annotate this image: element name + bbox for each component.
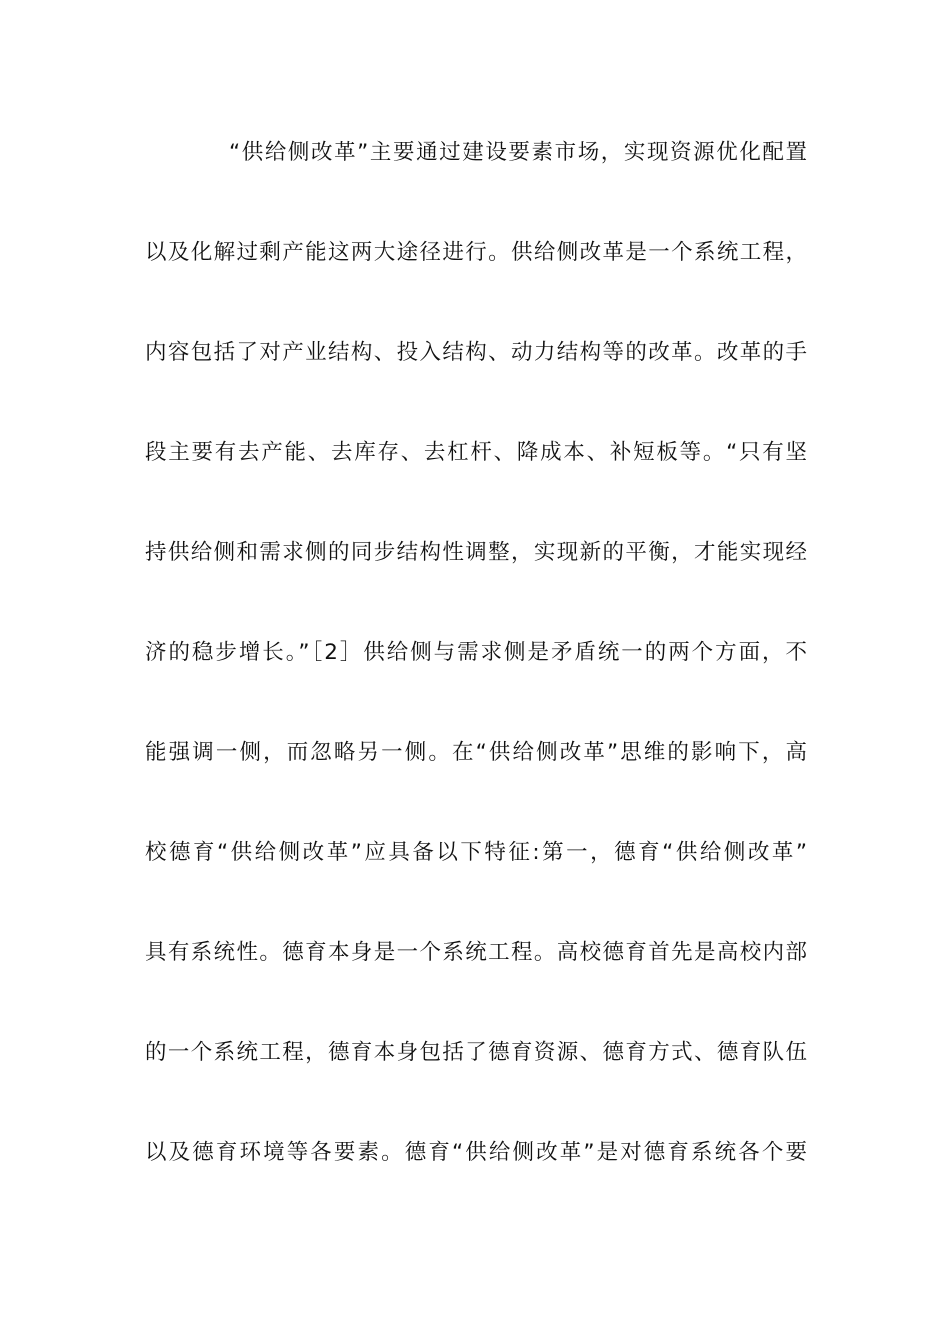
text-line-3: 内容包括了对产业结构、投入结构、动力结构等的改革。改革的手 [145, 340, 807, 365]
text-line-5: 持供给侧和需求侧的同步结构性调整，实现新的平衡，才能实现经 [145, 540, 807, 565]
text-line-6: 济的稳步增长。”［2］供给侧与需求侧是矛盾统一的两个方面，不 [145, 640, 807, 665]
text-line-8: 校德育“供给侧改革”应具备以下特征:第一，德育“供给侧改革” [145, 840, 807, 865]
text-line-2: 以及化解过剩产能这两大途径进行。供给侧改革是一个系统工程， [145, 240, 807, 265]
text-line-4: 段主要有去产能、去库存、去杠杆、降成本、补短板等。“只有坚 [145, 440, 807, 465]
text-line-10: 的一个系统工程，德育本身包括了德育资源、德育方式、德育队伍 [145, 1040, 807, 1065]
text-line-7: 能强调一侧，而忽略另一侧。在“供给侧改革”思维的影响下，高 [145, 740, 807, 765]
text-line-1: “供给侧改革”主要通过建设要素市场，实现资源优化配置 [229, 140, 807, 165]
text-line-9: 具有系统性。德育本身是一个系统工程。高校德育首先是高校内部 [145, 940, 807, 965]
text-line-11: 以及德育环境等各要素。德育“供给侧改革”是对德育系统各个要 [145, 1140, 807, 1165]
body-paragraph [145, 130, 807, 1230]
